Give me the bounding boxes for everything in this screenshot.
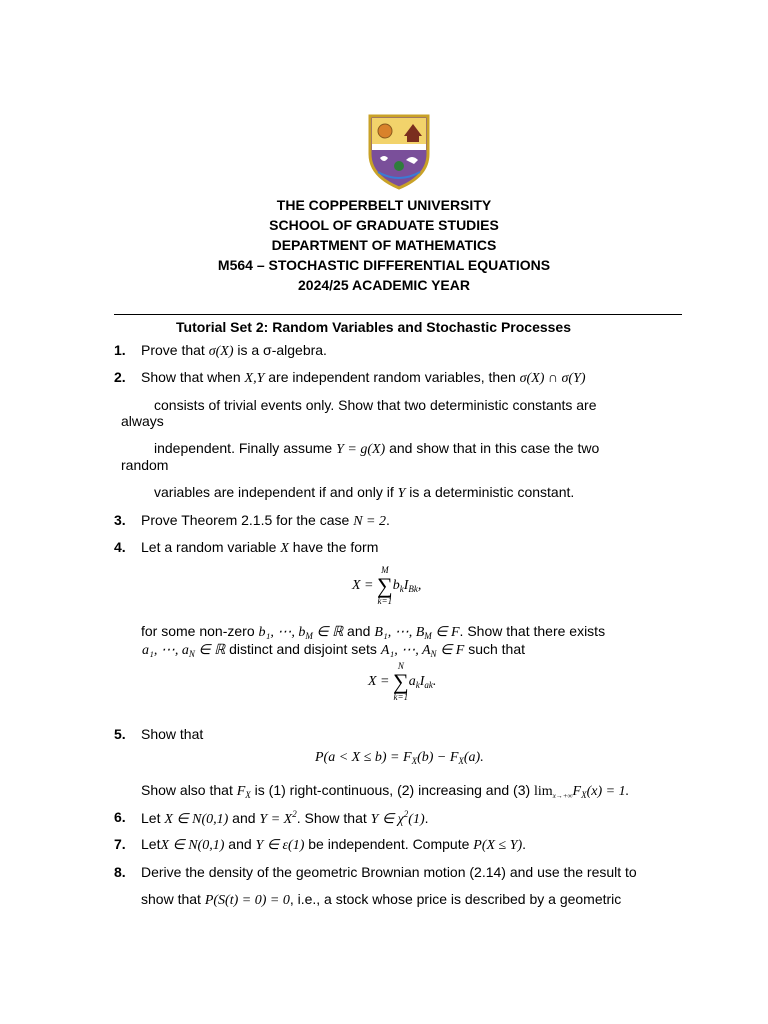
question-number: 6. bbox=[114, 809, 126, 825]
question-number: 3. bbox=[114, 512, 126, 528]
question-5-line-1: Show that bbox=[141, 726, 204, 742]
question-1-text: Prove that σ(X) is a σ-algebra. bbox=[141, 342, 327, 359]
question-2-line-6: variables are independent if and only if Y is a deterministic constant. bbox=[154, 484, 575, 501]
question-8-line-1: Derive the density of the geometric Brownian motion (2.14) and use the result to bbox=[141, 864, 637, 880]
tutorial-title-bold: Tutorial Set 2 bbox=[176, 319, 264, 335]
question-4-line-2: for some non-zero b₁, ⋯, $b_M$ ∈ ℝ and B₁, ⋯, $B_M$ ∈ F. Show that there exists bbox=[141, 623, 606, 641]
university-crest-logo bbox=[364, 110, 434, 190]
question-2-line-4: independent. Finally assume Y = g(X) and show that in this case the two bbox=[154, 440, 600, 457]
question-5-line-2: Show also that $F_X$ is (1) right-continuous, (2) increasing and (3) $\lim_{x\to+\infty}F_X(x) = 1$. bbox=[141, 782, 630, 800]
tutorial-title bbox=[176, 319, 571, 335]
question-4-line-1: Let a random variable X have the form bbox=[141, 539, 379, 556]
horizontal-divider bbox=[114, 314, 682, 315]
question-number: 1. bbox=[114, 342, 126, 358]
question-8-line-2: show that P(S(t) = 0) = 0, i.e., a stock whose price is described by a geometric bbox=[141, 891, 622, 908]
question-number: 8. bbox=[114, 864, 126, 880]
question-2-line-3: always bbox=[121, 413, 164, 429]
question-4-line-3: a₁, ⋯, $a_N$ ∈ ℝ distinct and disjoint sets A₁, ⋯, $A_N$ ∈ F such that bbox=[142, 641, 526, 659]
question-7-text: LetX ∈ N(0,1) and Y ∈ ε(1) be independent. Compute P(X ≤ Y). bbox=[141, 836, 527, 853]
course-title: M564 – STOCHASTIC DIFFERENTIAL EQUATIONS bbox=[217, 257, 551, 273]
question-number: 5. bbox=[114, 726, 126, 742]
school-name: SCHOOL OF GRADUATE STUDIES bbox=[269, 217, 499, 233]
question-number: 4. bbox=[114, 539, 126, 555]
academic-year: 2024/25 ACADEMIC YEAR bbox=[298, 277, 470, 293]
question-6-text: Let X ∈ N(0,1) and $Y = X^2$. Show that Y ∈ $\chi^2(1)$. bbox=[141, 809, 429, 827]
question-number: 2. bbox=[114, 369, 126, 385]
tutorial-title-rest: : Random Variables and Stochastic Processes bbox=[263, 319, 571, 335]
equation-sum-a: X = N ∑ k=1 $a_kI_{ak}$. bbox=[368, 661, 437, 702]
equation-sum-b: X = M ∑ k=1 $b_kI_{Bk}$, bbox=[352, 565, 422, 606]
question-2-line-1: Show that when X,Y are independent random variables, then σ(X) ∩ σ(Y) bbox=[141, 369, 586, 386]
question-number: 7. bbox=[114, 836, 126, 852]
question-2-line-5: random bbox=[121, 457, 169, 473]
department-name: DEPARTMENT OF MATHEMATICS bbox=[271, 237, 497, 253]
question-2-line-2: consists of trivial events only. Show that two deterministic constants are bbox=[154, 397, 597, 413]
question-3-text: Prove Theorem 2.1.5 for the case N = 2. bbox=[141, 512, 390, 529]
equation-cdf: $P(a < X \le b) = F_X(b) - F_X(a)$. bbox=[315, 750, 484, 766]
university-name: THE COPPERBELT UNIVERSITY bbox=[276, 197, 492, 213]
